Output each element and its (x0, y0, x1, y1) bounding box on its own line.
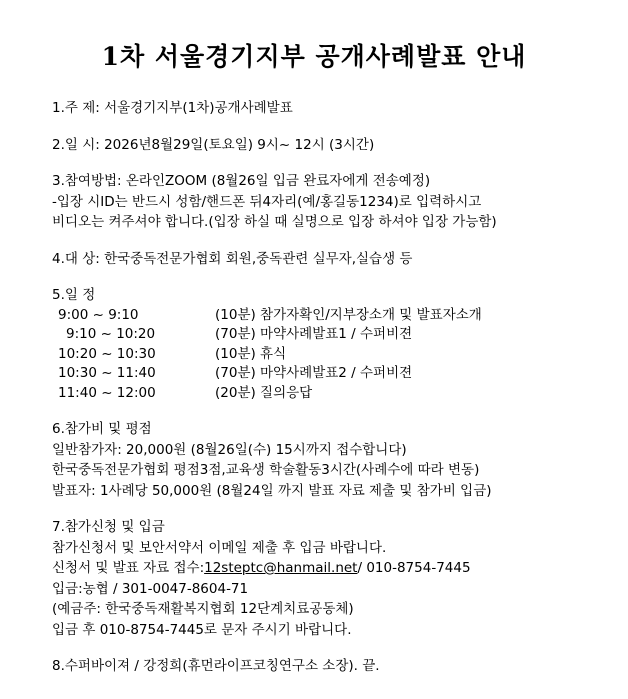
schedule-time: 9:10 ~ 10:20 (66, 326, 156, 342)
schedule-time: 10:20 ~ 10:30 (58, 345, 156, 362)
notice-body (52, 98, 622, 677)
fee-line-3: 발표자: 1사례당 50,000원 (8월24일 까지 발표 자료 제출 및 참가비 입금) (52, 482, 492, 499)
method-line-2: -입장 시ID는 반드시 성함/핸드폰 뒤4자리(예/홍길동1234)로 입력하시고 (52, 193, 482, 210)
method-line-1: 3.참여방법: 온라인ZOOM (8월26일 입금 완료자에게 전송예정) (52, 173, 431, 189)
apply-line-4: (예금주: 한국중독재활복지협회 12단계치료공동체) (52, 601, 354, 617)
schedule-desc: (20분) 질의응답 (215, 384, 313, 401)
email-link[interactable]: 12steptc@hanmail.net (204, 560, 358, 576)
apply-line-1: 참가신청서 및 보안서약서 이메일 제출 후 입금 바랍니다. (52, 539, 387, 556)
schedule-desc: (70분) 마약사례발표1 / 수퍼비젼 (215, 326, 413, 342)
schedule-time: 10:30 ~ 11:40 (58, 365, 156, 381)
apply-line-3: 입금:농협 / 301-0047-8604-71 (52, 580, 249, 597)
target-line: 4.대 상: 한국중독전문가협회 회원,중독관련 실무자,실습생 등 (52, 250, 413, 267)
page-title: 1차 서울경기지부 공개사례발표 안내 (101, 42, 527, 71)
subject-line: 1.주 제: 서울경기지부(1차)공개사례발표 (52, 100, 293, 116)
apply-line-2 (52, 558, 622, 579)
schedule-row (52, 306, 622, 326)
schedule-time: 9:00 ~ 9:10 (58, 306, 139, 323)
schedule-desc: (10분) 참가자확인/지부장소개 및 발표자소개 (215, 306, 482, 323)
schedule-desc: (10분) 휴식 (215, 345, 287, 362)
schedule-row (52, 325, 622, 345)
fee-line-2: 한국중독전문가협회 평점3점,교육생 학술활동3시간(사례수에 따라 변동) (52, 462, 480, 478)
schedule-list (52, 306, 622, 404)
apply-suffix: / 010-8754-7445 (357, 560, 471, 576)
schedule-time: 11:40 ~ 12:00 (58, 384, 156, 401)
schedule-heading: 5.일 정 (52, 287, 96, 303)
fee-heading: 6.참가비 및 평점 (52, 421, 152, 437)
apply-prefix: 신청서 및 발표 자료 접수: (52, 560, 205, 576)
apply-line-5: 입금 후 010-8754-7445로 문자 주시기 바랍니다. (52, 621, 352, 638)
apply-heading: 7.참가신청 및 입금 (52, 519, 165, 535)
schedule-row (52, 364, 622, 384)
supervisor-line: 8.수퍼바이져 / 강정희(휴먼라이프코칭연구소 소장). 끝. (52, 658, 380, 674)
schedule-row (52, 345, 622, 365)
method-line-3: 비디오는 켜주셔야 합니다.(입장 하실 때 실명으로 입장 하셔야 입장 가능함) (52, 214, 497, 230)
date-line: 2.일 시: 2026년8월29일(토요일) 9시~ 12시 (3시간) (52, 136, 375, 153)
schedule-row (52, 384, 622, 404)
schedule-desc: (70분) 마약사례발표2 / 수퍼비젼 (215, 365, 413, 381)
fee-line-1: 일반참가자: 20,000원 (8월26일(수) 15시까지 접수합니다) (52, 441, 407, 458)
